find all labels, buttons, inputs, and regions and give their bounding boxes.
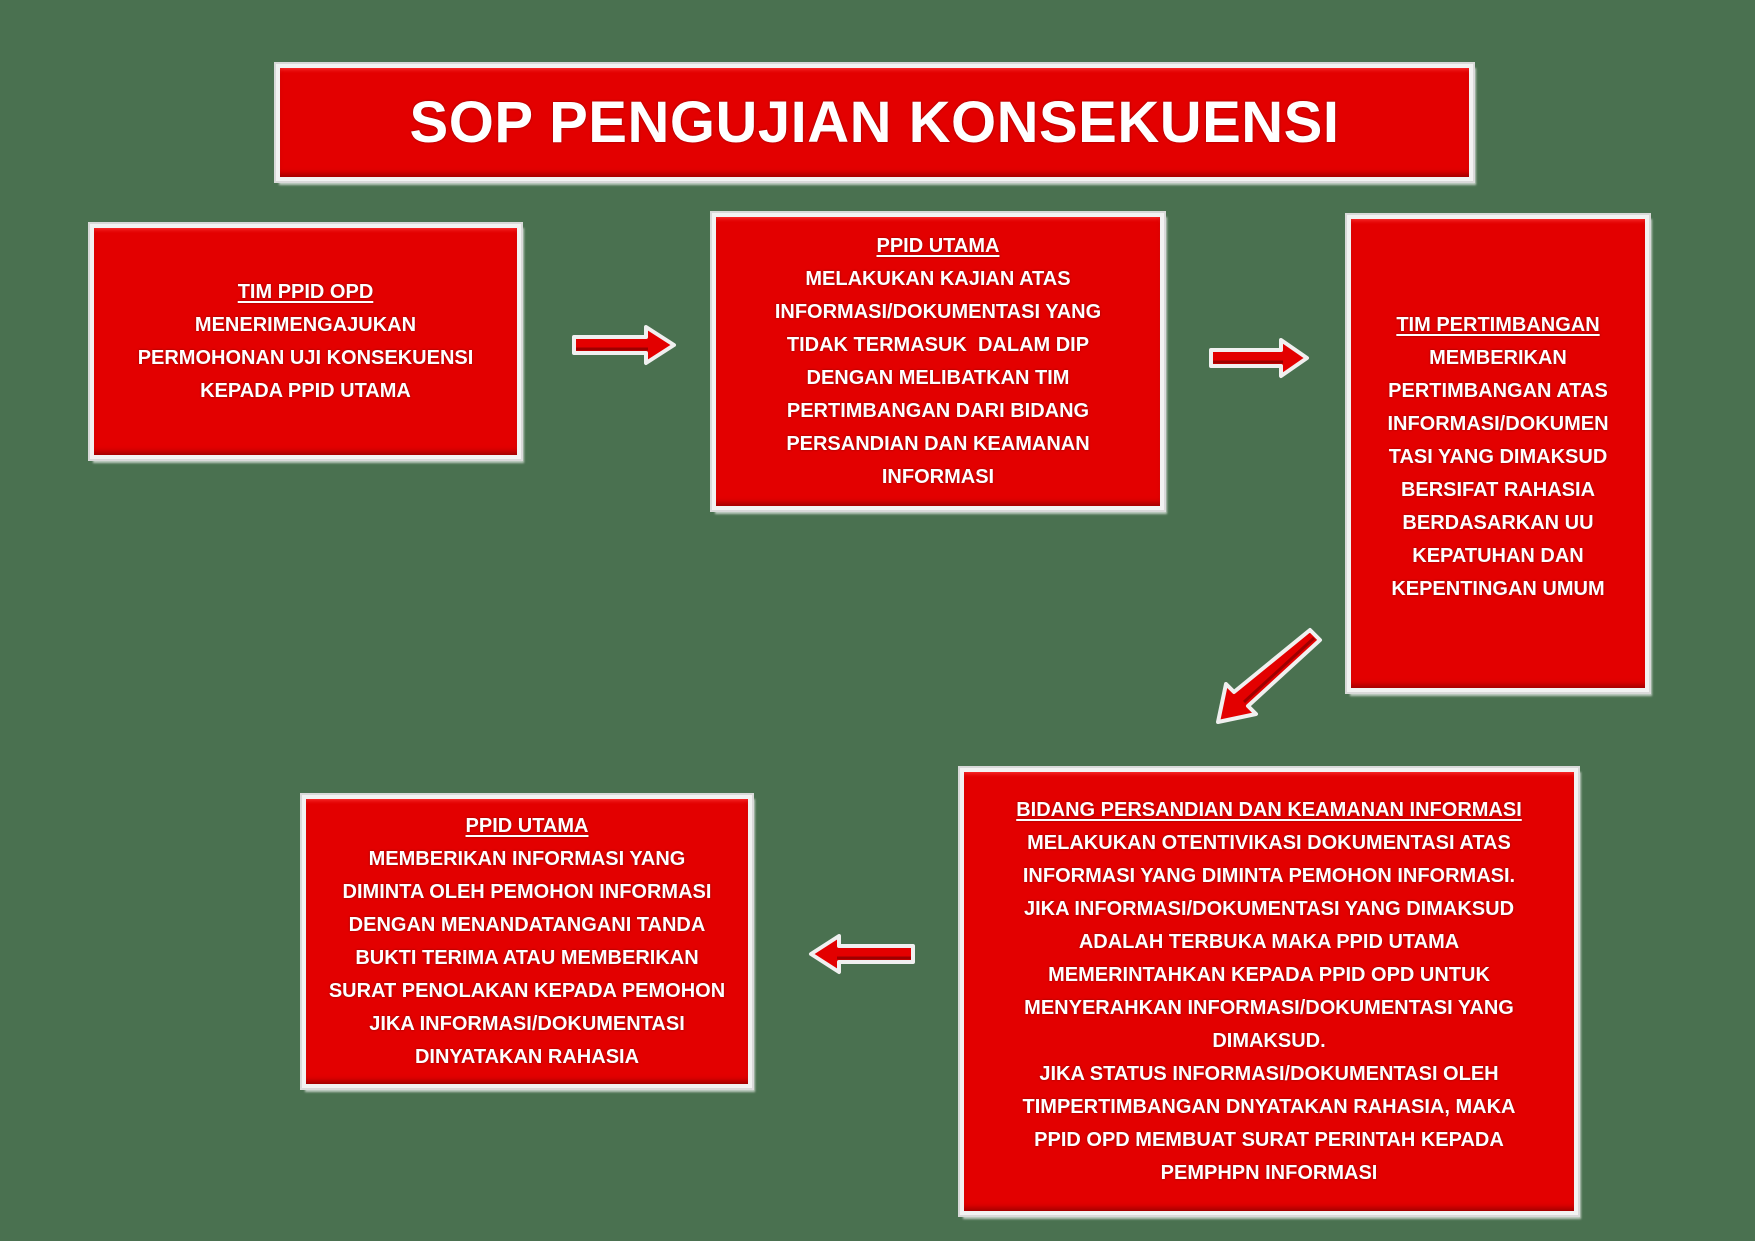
step-line: SURAT PENOLAKAN KEPADA PEMOHON — [328, 979, 726, 1002]
step-line: KEPENTINGAN UMUM — [1391, 578, 1605, 600]
step-line: INFORMASI YANG DIMINTA PEMOHON INFORMASI. — [1022, 864, 1516, 887]
step-box-ppid-utama-kajian — [712, 213, 1164, 510]
step-line: PERTIMBANGAN DARI BIDANG — [786, 399, 1090, 422]
title-banner — [276, 64, 1473, 181]
step-line: DIMINTA OLEH PEMOHON INFORMASI — [342, 880, 712, 903]
arrow-right-icon — [568, 322, 680, 368]
step-line: DENGAN MELIBATKAN TIM — [806, 366, 1070, 389]
step-line: TIMPERTIMBANGAN DNYATAKAN RAHASIA, MAKA — [1022, 1095, 1516, 1118]
step-line: PPID OPD MEMBUAT SURAT PERINTAH KEPADA — [1034, 1128, 1504, 1151]
step-line: MEMBERIKAN — [1429, 347, 1567, 369]
page-title: SOP PENGUJIAN KONSEKUENSI — [409, 90, 1340, 155]
step-box-bidang-persandian — [960, 768, 1578, 1215]
step-line: BERSIFAT RAHASIA — [1400, 479, 1596, 501]
step-line: PERMOHONAN UJI KONSEKUENSI — [137, 346, 474, 369]
step-line: MELAKUKAN OTENTIVIKASI DOKUMENTASI ATAS — [1027, 831, 1511, 854]
step-line: KEPADA PPID UTAMA — [200, 379, 411, 402]
step-line: INFORMASI — [881, 465, 995, 488]
step-box-ppid-utama-memberikan — [302, 795, 752, 1088]
step-line: DINYATAKAN RAHASIA — [414, 1045, 640, 1068]
step-line: PERTIMBANGAN ATAS — [1388, 380, 1608, 402]
step-line: INFORMASI/DOKUMEN — [1387, 413, 1609, 435]
step-line: BERDASARKAN UU — [1402, 512, 1594, 534]
step-line: BUKTI TERIMA ATAU MEMBERIKAN — [355, 946, 699, 969]
step-line: TIDAK TERMASUK DALAM DIP — [786, 333, 1090, 356]
step-line: JIKA STATUS INFORMASI/DOKUMENTASI OLEH — [1039, 1062, 1499, 1085]
step-box-tim-pertimbangan — [1347, 215, 1649, 692]
step-line: INFORMASI/DOKUMENTASI YANG — [774, 300, 1102, 323]
step-heading: BIDANG PERSANDIAN DAN KEAMANAN INFORMASI — [1016, 798, 1522, 821]
arrow-down-left-icon — [1210, 622, 1326, 730]
step-line: ADALAH TERBUKA MAKA PPID UTAMA — [1078, 930, 1460, 953]
step-line: MENERIMENGAJUKAN — [194, 313, 417, 336]
step-heading: PPID UTAMA — [465, 814, 589, 837]
step-heading: TIM PERTIMBANGAN — [1396, 314, 1600, 336]
step-line: DIMAKSUD. — [1212, 1029, 1326, 1052]
step-line: TASI YANG DIMAKSUD — [1388, 446, 1608, 468]
step-line: MELAKUKAN KAJIAN ATAS — [805, 267, 1071, 290]
arrow-left-icon — [805, 931, 919, 977]
step-heading: TIM PPID OPD — [237, 280, 374, 303]
step-line: PEMPHPN INFORMASI — [1160, 1161, 1378, 1184]
step-line: MEMERINTAHKAN KEPADA PPID OPD UNTUK — [1048, 963, 1490, 986]
step-box-tim-ppid-opd — [90, 224, 521, 459]
step-heading: PPID UTAMA — [876, 234, 1000, 257]
step-line: PERSANDIAN DAN KEAMANAN — [786, 432, 1090, 455]
step-line: KEPATUHAN DAN — [1412, 545, 1584, 567]
step-line: JIKA INFORMASI/DOKUMENTASI — [369, 1012, 685, 1035]
step-line: DENGAN MENANDATANGANI TANDA — [348, 913, 706, 936]
arrow-right-icon — [1205, 335, 1313, 381]
step-line: MENYERAHKAN INFORMASI/DOKUMENTASI YANG — [1024, 996, 1514, 1019]
step-line: MEMBERIKAN INFORMASI YANG — [368, 847, 686, 870]
step-line: JIKA INFORMASI/DOKUMENTASI YANG DIMAKSUD — [1023, 897, 1515, 920]
